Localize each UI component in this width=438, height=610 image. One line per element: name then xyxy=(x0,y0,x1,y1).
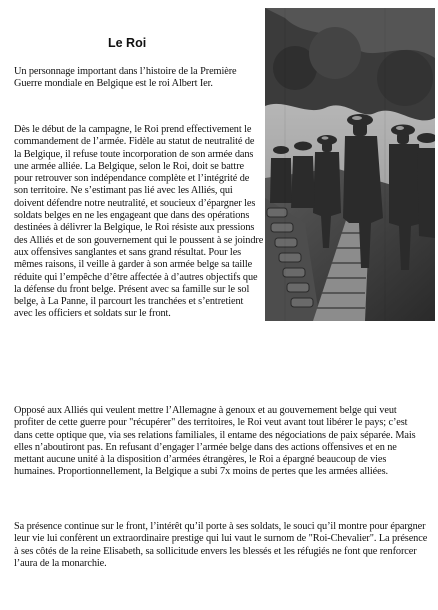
intro-paragraph: Un personnage important dans l’histoire de la Première Guerre mondiale en Belgique est le roi Albert Ier. xyxy=(14,66,237,90)
photo-soldiers-trench-image xyxy=(265,8,435,321)
roi-chevalier-paragraph: Sa présence continue sur le front, l’intérêt qu’il porte à ses soldats, le souci qu’il montre pour épargner leur vie lui confèrent un extraordinaire prestige qui lui vaut le surnom de "Roi-Chevalier". La présence à ses côtés de la reine Elisabeth, sa sollicitude envers les blessés et les réfugiés ne font que renforcer l’aura de la monarchie. xyxy=(14,521,428,569)
negotiations-paragraph: Opposé aux Alliés qui veulent mettre l’Allemagne à genoux et au gouvernement belge qui veut profiter de cette guerre pour "récupérer" des territoires, le Roi veut avant tout libérer le pays; c’est dans cette optique que, via ses relations familiales, il entame des négociations de paix séparée. Mais elles n’aboutiront pas. En refusant d’engager l’armée belge dans des actions offensives et en ne mettant aucune unité à la disposition d’armées étrangères, le Roi a épargné beaucoup de vies humaines. Proportionnellement, la Belgique a subi 7x moins de pertes que les armées alliées. xyxy=(14,405,416,478)
historical-photo xyxy=(265,8,435,321)
campaign-paragraph: Dès le début de la campagne, le Roi prend effectivement le commandement de l’armée. Fidèle au statut de neutralité de la Belgique, il refuse toute incorporation de son armée dans une armée alliée. La Belgique, selon le Roi, doit se battre pour retrouver son indépendance complète et l’intégrité de son territoire. Ne s’estimant pas lié avec les Alliés, qui doivent défendre notre neutralité, et soucieux d’épargner les soldats belges en ne les engageant que dans des opérations destinées à délivrer la Belgique, le Roi résiste aux pressions des Alliés et de son gouvernement qui le poussent à se joindre aux offensives sanglantes et sans grand résultat. Pour les mêmes raisons, il veille à garder à son armée belge sa taille réduite qui l’empêche d’être affectée à d’autres objectifs que la défense du front belge. Présent avec sa famille sur le sol belge, à La Panne, il parcourt les tranchées et s’entretient avec les officiers et soldats sur le front. xyxy=(14,124,264,320)
document-title: Le Roi xyxy=(108,36,147,50)
